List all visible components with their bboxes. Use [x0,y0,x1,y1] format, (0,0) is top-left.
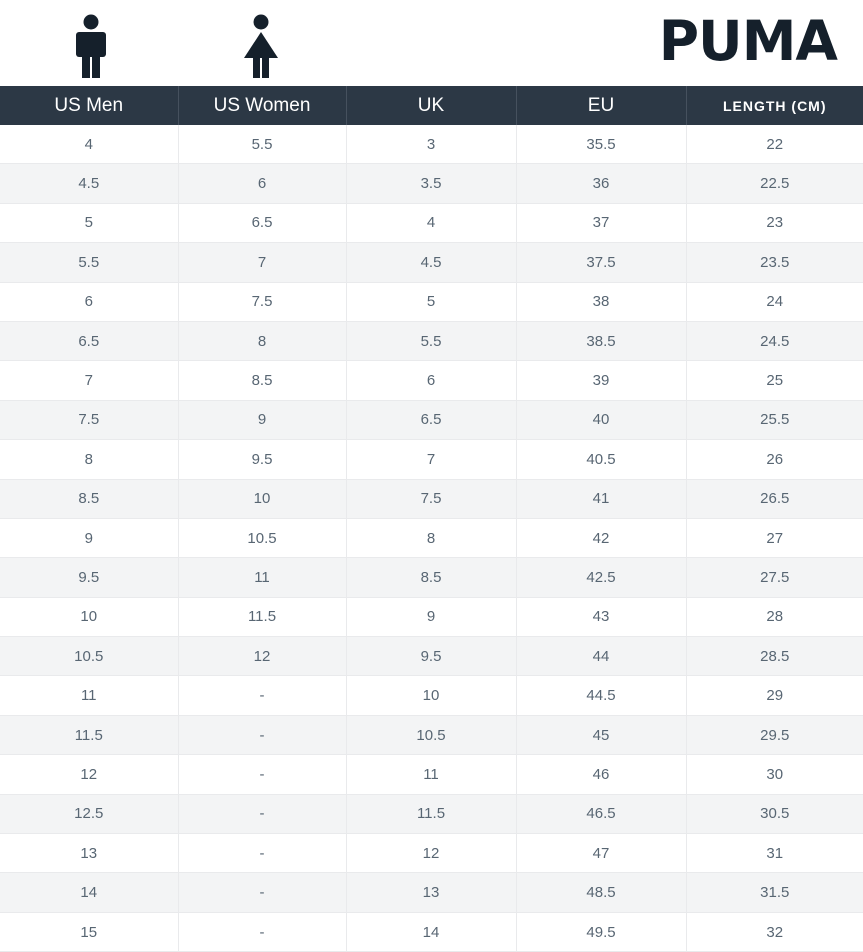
table-cell: 9 [178,400,346,439]
table-cell: 13 [346,873,516,912]
table-row [0,715,863,754]
table-row [0,125,863,164]
table-cell: 14 [0,873,178,912]
table-cell: 9.5 [178,440,346,479]
table-cell: 12 [0,755,178,794]
table-cell: 25.5 [686,400,863,439]
table-cell: 45 [516,715,686,754]
column-header-eu: EU [516,86,686,125]
table-cell: - [178,873,346,912]
table-cell: 14 [346,912,516,951]
table-cell: 12.5 [0,794,178,833]
table-row [0,794,863,833]
table-cell: 6 [178,164,346,203]
table-cell: 7.5 [0,400,178,439]
table-row [0,518,863,557]
table-cell: 35.5 [516,125,686,164]
table-row [0,873,863,912]
table-cell: - [178,715,346,754]
table-cell: 6 [346,361,516,400]
table-row [0,243,863,282]
table-cell: 9 [0,518,178,557]
table-cell: - [178,794,346,833]
table-cell: 31.5 [686,873,863,912]
table-row [0,321,863,360]
table-cell: 10 [346,676,516,715]
table-row [0,479,863,518]
table-row [0,637,863,676]
table-cell: 6 [0,282,178,321]
table-cell: 28 [686,597,863,636]
table-cell: 22.5 [686,164,863,203]
size-conversion-table [0,86,863,952]
table-cell: 11 [178,558,346,597]
table-cell: 37 [516,203,686,242]
table-row [0,912,863,951]
table-cell: 3.5 [346,164,516,203]
table-cell: 28.5 [686,637,863,676]
table-header-row [0,86,863,125]
table-cell: 48.5 [516,873,686,912]
male-figure-icon [63,14,119,78]
table-cell: 11 [346,755,516,794]
table-cell: 6.5 [0,321,178,360]
table-row [0,558,863,597]
table-cell: 10.5 [0,637,178,676]
table-cell: 11.5 [0,715,178,754]
table-cell: 5 [346,282,516,321]
table-cell: 26.5 [686,479,863,518]
table-cell: 41 [516,479,686,518]
table-cell: 36 [516,164,686,203]
table-cell: 4 [346,203,516,242]
table-cell: 31 [686,834,863,873]
table-cell: 11 [0,676,178,715]
table-cell: 5.5 [178,125,346,164]
table-cell: 11.5 [346,794,516,833]
table-cell: 26 [686,440,863,479]
table-row [0,440,863,479]
table-cell: 25 [686,361,863,400]
column-header-us-men: US Men [0,86,178,125]
table-cell: 5.5 [0,243,178,282]
table-cell: 24 [686,282,863,321]
table-cell: 40 [516,400,686,439]
table-cell: 46 [516,755,686,794]
table-cell: 9.5 [0,558,178,597]
table-cell: 5.5 [346,321,516,360]
table-cell: 44.5 [516,676,686,715]
table-cell: 4.5 [0,164,178,203]
table-cell: 9.5 [346,637,516,676]
puma-brand-logo: PUMA [658,9,837,73]
table-cell: 8 [0,440,178,479]
table-cell: 7 [178,243,346,282]
table-row [0,282,863,321]
table-cell: 24.5 [686,321,863,360]
table-cell: 32 [686,912,863,951]
table-cell: 8 [346,518,516,557]
table-cell: 15 [0,912,178,951]
table-cell: 23.5 [686,243,863,282]
table-cell: - [178,755,346,794]
table-cell: 8 [178,321,346,360]
table-cell: 8.5 [346,558,516,597]
table-row [0,676,863,715]
table-cell: 7 [0,361,178,400]
column-header-length-cm: LENGTH (CM) [686,86,863,125]
table-row [0,164,863,203]
table-row [0,834,863,873]
table-cell: - [178,834,346,873]
table-cell: 12 [346,834,516,873]
table-cell: 13 [0,834,178,873]
table-cell: 38.5 [516,321,686,360]
table-cell: 42 [516,518,686,557]
table-row [0,400,863,439]
table-cell: 10 [178,479,346,518]
table-cell: 12 [178,637,346,676]
table-cell: 6.5 [178,203,346,242]
table-row [0,755,863,794]
table-cell: 10.5 [178,518,346,557]
table-cell: 3 [346,125,516,164]
table-cell: 7 [346,440,516,479]
table-row [0,361,863,400]
table-cell: 9 [346,597,516,636]
table-cell: 10 [0,597,178,636]
table-cell: 30 [686,755,863,794]
table-body [0,125,863,952]
table-cell: 44 [516,637,686,676]
table-cell: 49.5 [516,912,686,951]
table-cell: 38 [516,282,686,321]
table-cell: 47 [516,834,686,873]
table-cell: 40.5 [516,440,686,479]
table-cell: 7.5 [346,479,516,518]
table-cell: 29 [686,676,863,715]
table-cell: 7.5 [178,282,346,321]
table-cell: - [178,676,346,715]
female-figure-icon [233,14,289,78]
table-cell: 27 [686,518,863,557]
column-header-us-women: US Women [178,86,346,125]
table-cell: 37.5 [516,243,686,282]
table-cell: 29.5 [686,715,863,754]
table-cell: 22 [686,125,863,164]
table-cell: 4.5 [346,243,516,282]
table-cell: 23 [686,203,863,242]
table-cell: 27.5 [686,558,863,597]
table-cell: 46.5 [516,794,686,833]
table-cell: 43 [516,597,686,636]
column-header-uk: UK [346,86,516,125]
table-cell: 6.5 [346,400,516,439]
table-row [0,203,863,242]
table-cell: 11.5 [178,597,346,636]
table-row [0,597,863,636]
table-cell: 4 [0,125,178,164]
page-header [0,0,863,86]
table-cell: 8.5 [178,361,346,400]
table-cell: 10.5 [346,715,516,754]
table-cell: 42.5 [516,558,686,597]
table-cell: 8.5 [0,479,178,518]
table-cell: 39 [516,361,686,400]
table-cell: 30.5 [686,794,863,833]
table-cell: 5 [0,203,178,242]
table-header [0,86,863,125]
table-cell: - [178,912,346,951]
